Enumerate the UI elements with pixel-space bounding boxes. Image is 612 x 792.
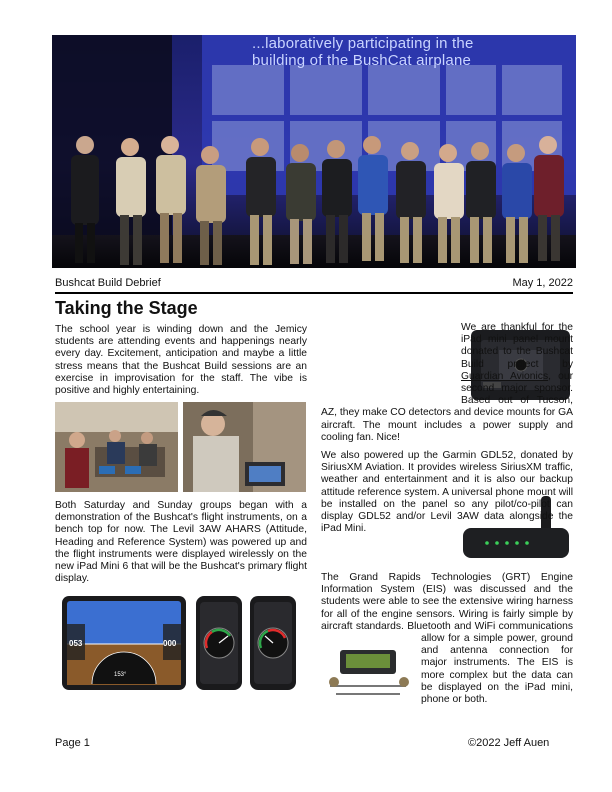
hero-caption-line2: building of the BushCat airplane [252,52,472,69]
workshop-scene-2 [183,402,306,492]
instruments-paragraph: Both Saturday and Sunday groups began with a demonstration of the Bushcat's flight instruments, on a bench top for now. The Levil 3AW AHARS (Attitude, Heading and Reference System) was powered up and the flight instruments were displayed wirelessly on the new iPad Mini 6 that will be the Bushcat's primary flight display. [55,500,307,585]
issue-date: May 1, 2022 [512,277,573,289]
workshop-scene-1 [55,402,178,492]
flight-instruments-illustration [62,594,302,692]
newsletter-title: Bushcat Build Debrief [55,277,161,289]
heading-readout: 153° [114,672,127,678]
students-workshop-photo-1 [55,402,178,492]
hero-photo [52,35,576,268]
hero-caption [252,35,572,69]
stage-photo-illustration [52,35,576,268]
grt-eis-text: The Grand Rapids Technologies (GRT) Engine Information System (EIS) was discussed and the students were able to see the extensive wiring harness for all of the engine sensors. Wiring is fairly simple by aircraft standards. Bluetooth and WiFi communications allow for a simple power, ground and antenna connection for major instruments. The EIS is more complex but the data can be displayed on the iPad mini, phone or both. [321,572,573,706]
students-workshop-photo-2 [183,402,306,492]
garmin-gdl52-paragraph: We also powered up the Garmin GDL52, donated by SiriusXM Aviation. It provides wireless SiriusXM traffic, weather and entertainment and it is also our backup attitude reference system. A universal phone mount will be installed on the panel so any pilot/co-pilot can display GDL52 and/or Levil 3AW data alongside the iPad Mini. [321,450,573,535]
altitude-readout: 000 [163,639,177,648]
hero-caption-line1: ...laboratively participating in the [252,35,474,52]
page-number: Page 1 [55,737,90,749]
grt-eis-paragraph [321,572,573,706]
flight-instruments-image [62,594,302,692]
intro-paragraph: The school year is winding down and the Jemicy students are attending events and happenings nearly every day. Excitement, anticipation and maybe a little stress means that the Bushcat Build sessions are an exercise in improvisation for the staff. The vibe is positive and highly entertaining. [55,324,307,397]
guardian-text-b: , our second major sponsor. Based out of Tucson, AZ, they make CO detectors and device mounts for GA aircraft. The mount includes a power supply and cooling fan. Nice! [321,370,574,443]
copyright: ©2022 Jeff Auen [468,737,550,749]
guardian-avionics-link[interactable]: Guardian Avionics [461,370,549,382]
masthead [55,274,573,294]
guardian-text-a: We are thankful for the iPad mini panel mount donated to the Bushcat Build project by [461,322,573,370]
guardian-avionics-paragraph [321,322,573,444]
airspeed-readout: 053 [69,639,83,648]
page-title: Taking the Stage [55,298,198,318]
